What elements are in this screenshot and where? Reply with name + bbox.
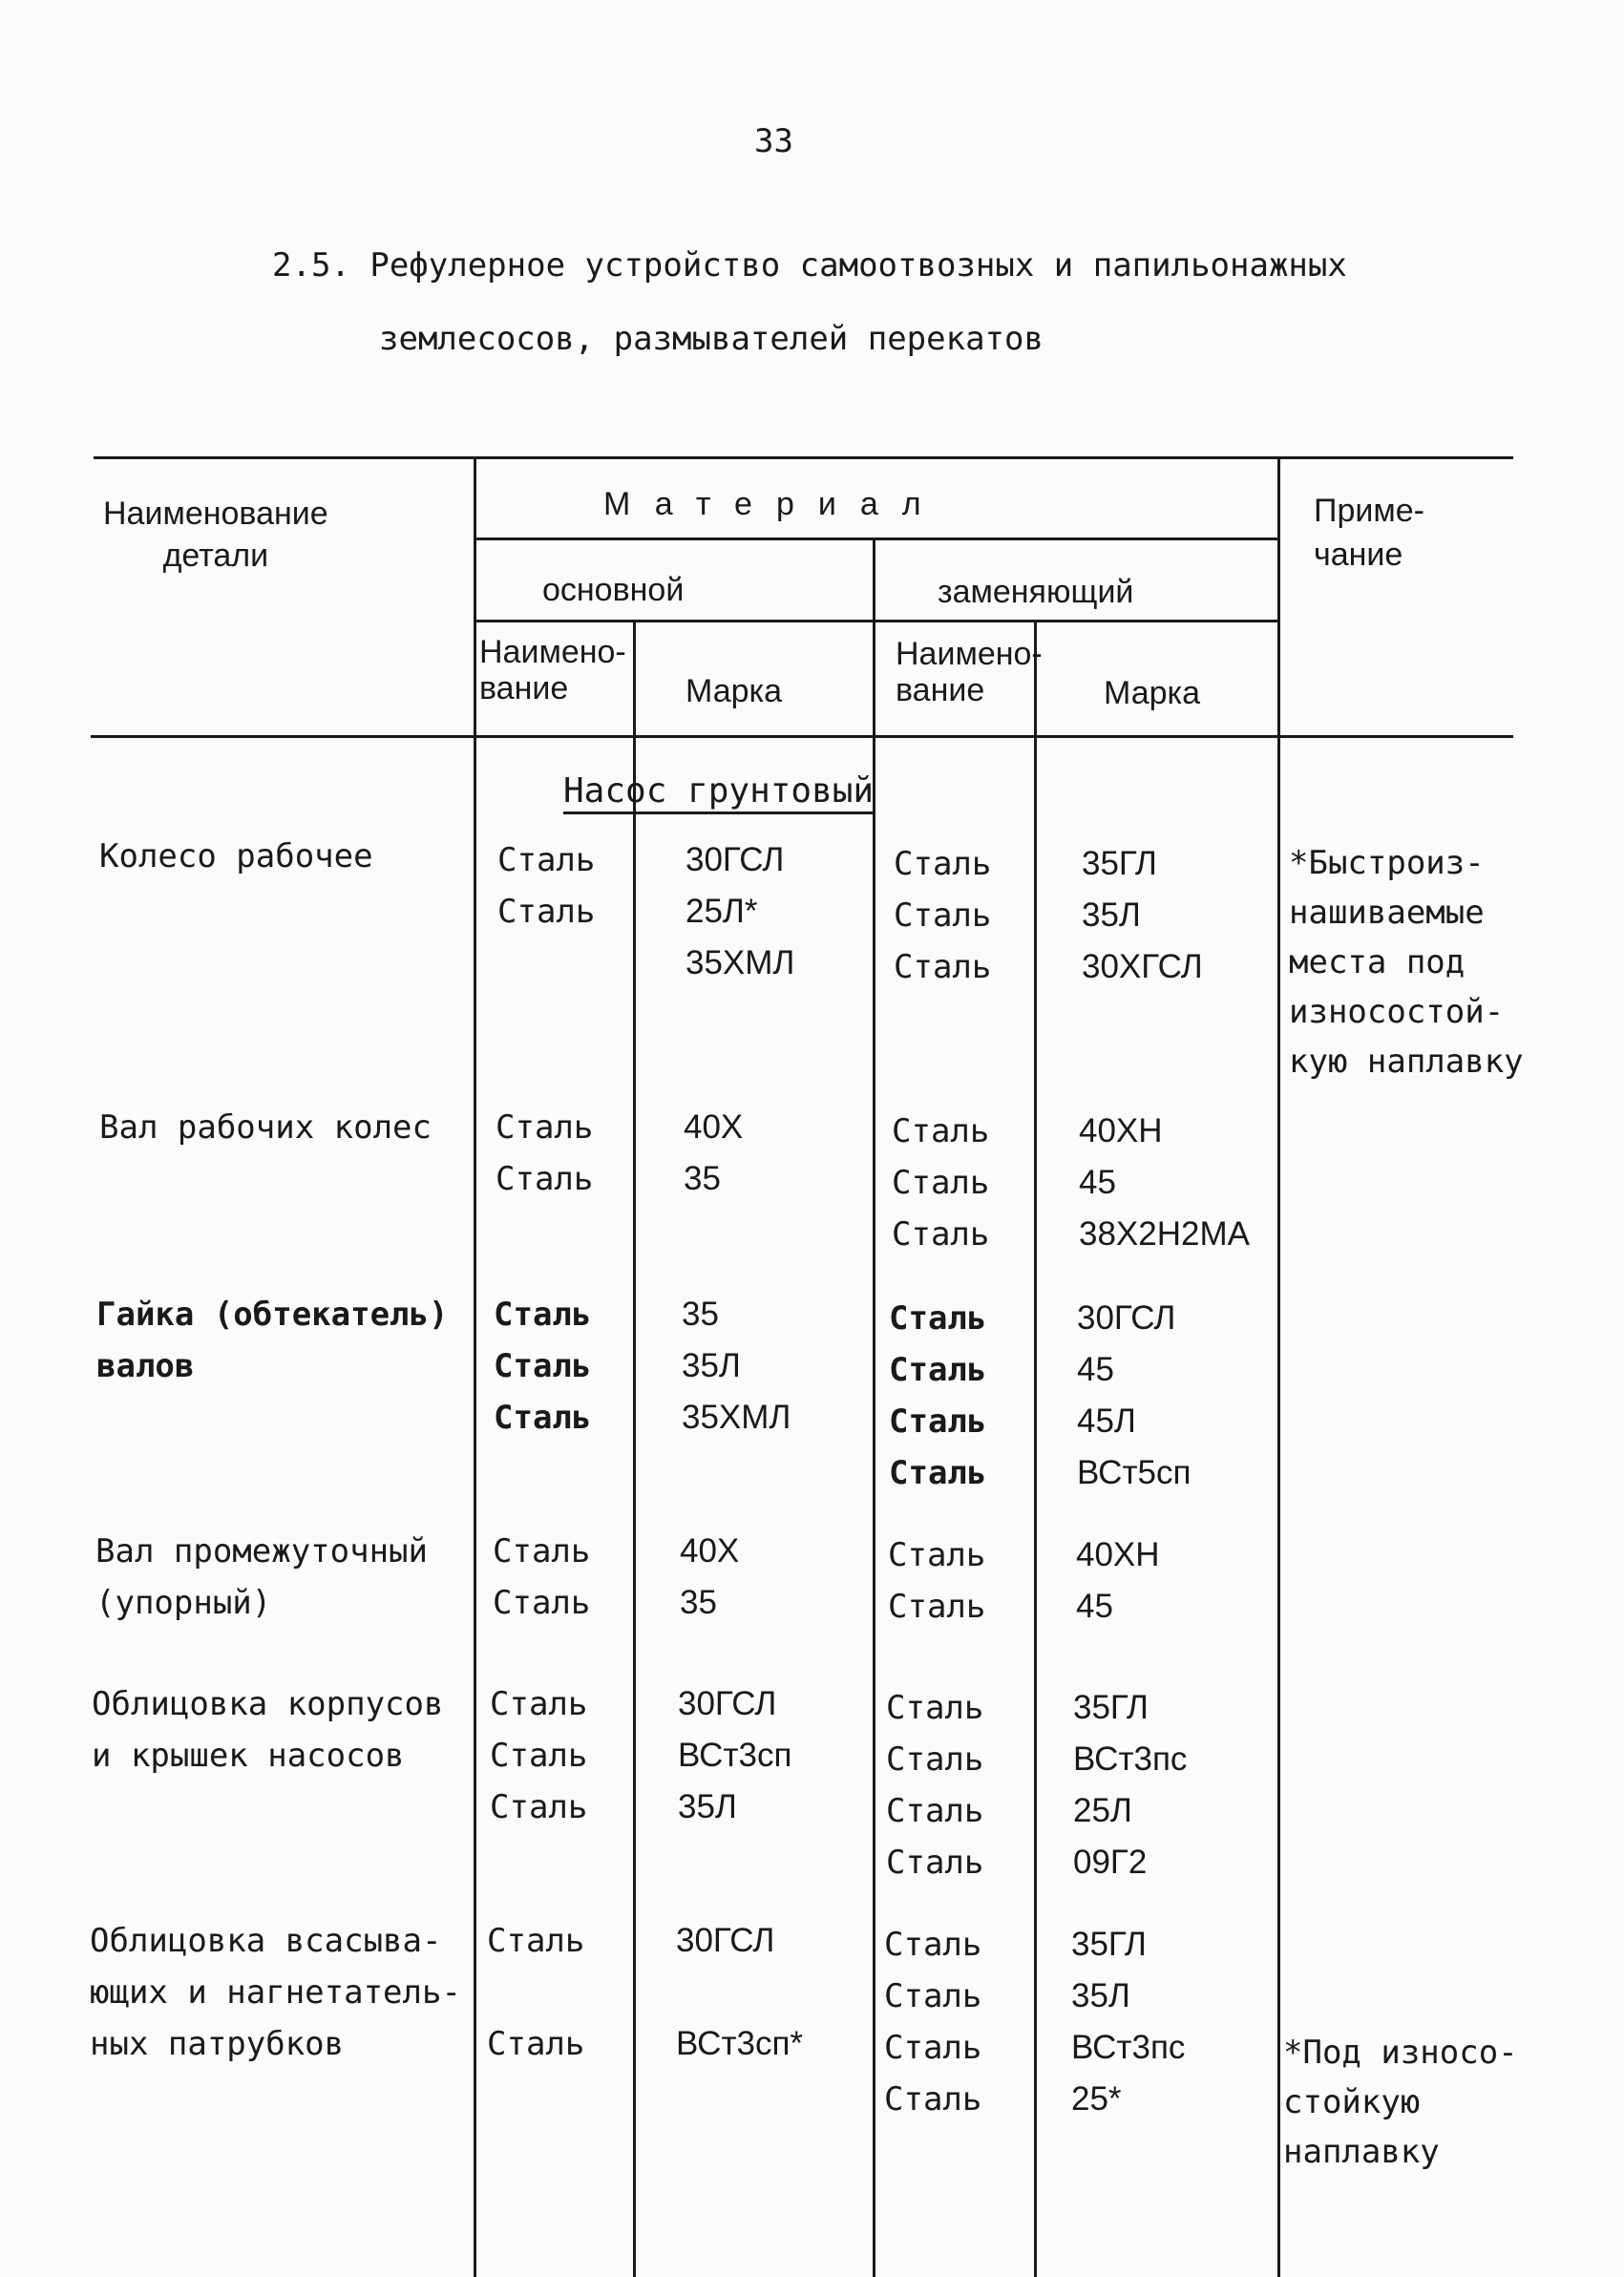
main-grade: 30ГСЛ 25Л* 35ХМЛ [685, 841, 795, 981]
col-divider-2 [633, 620, 636, 2277]
header-note: Приме- чание [1314, 493, 1424, 573]
main-grade: 30ГСЛ ВСт3сп* [676, 1922, 804, 2062]
main-grade: 40Х 35 [684, 1108, 744, 1197]
note: *Под износо- стойкую наплавку [1283, 2034, 1518, 2171]
col-divider-5 [1277, 456, 1280, 2277]
sub-material: Сталь Сталь [888, 1536, 986, 1626]
sub-material: Сталь Сталь Сталь [892, 1112, 990, 1254]
main-material: Сталь Сталь [487, 1922, 585, 2063]
header-part-name: Наименование детали [103, 495, 328, 574]
sub-grade: 40ХН 45 38Х2Н2МА [1079, 1112, 1250, 1253]
part-name: Вал промежуточный (упорный) [95, 1532, 428, 1622]
part-name: Колесо рабочее [99, 837, 373, 875]
part-name: Облицовка корпусов и крышек насосов [92, 1685, 444, 1775]
main-material: Сталь Сталь Сталь [490, 1685, 588, 1826]
sub-material: Сталь Сталь Сталь Сталь [884, 1926, 982, 2119]
main-grade: 40Х 35 [680, 1532, 740, 1621]
page-number: 33 [754, 122, 793, 160]
header-sub-name: Наимено- вание [896, 636, 1043, 708]
title-line-2: землесосов, размывателей перекатов [379, 320, 1044, 358]
sub-material: Сталь Сталь Сталь Сталь [889, 1299, 987, 1492]
part-name: Вал рабочих колес [99, 1108, 432, 1147]
sub-grade: 40ХН 45 [1076, 1536, 1160, 1625]
sub-material: Сталь Сталь Сталь [894, 845, 992, 986]
main-material: Сталь Сталь Сталь [494, 1296, 592, 1437]
subheader-rule [475, 620, 1278, 622]
main-material: Сталь Сталь [496, 1108, 594, 1198]
sub-grade: 35ГЛ 35Л ВСт3пс 25* [1071, 1926, 1186, 2118]
header-main-name: Наимено- вание [479, 634, 626, 706]
header-substitute: заменяющий [938, 574, 1134, 610]
sub-grade: 35ГЛ ВСт3пс 25Л 09Г2 [1073, 1689, 1188, 1881]
main-material: Сталь Сталь [493, 1532, 591, 1622]
part-name: Облицовка всасыва- ющих и нагнетатель- ных патрубков [90, 1922, 461, 2063]
title-line-1: 2.5. Рефулерное устройство самоотвозных и папильонажных [272, 246, 1347, 285]
col-divider-4 [1034, 620, 1037, 2277]
note: *Быстроиз- нашиваемые места под износостой- кую наплавку [1289, 844, 1524, 1081]
sub-material: Сталь Сталь Сталь Сталь [886, 1689, 984, 1882]
main-grade: 35 35Л 35ХМЛ [682, 1296, 791, 1436]
header-sub-grade: Марка [1104, 675, 1201, 711]
table-top-rule [94, 456, 1513, 459]
part-name: Гайка (обтекатель) валов [96, 1296, 449, 1385]
col-divider-1 [474, 456, 476, 2277]
section-pump: Насос грунтовый [563, 771, 875, 811]
header-bottom-rule [91, 735, 1513, 738]
main-material: Сталь Сталь [497, 841, 596, 931]
sub-grade: 30ГСЛ 45 45Л ВСт5сп [1077, 1299, 1192, 1491]
header-main-grade: Марка [685, 673, 783, 709]
material-rule [475, 538, 1278, 540]
sub-grade: 35ГЛ 35Л 30ХГСЛ [1082, 845, 1203, 985]
header-main: основной [542, 572, 685, 608]
header-material: Материал [603, 486, 945, 522]
main-grade: 30ГСЛ ВСт3сп 35Л [678, 1685, 792, 1825]
